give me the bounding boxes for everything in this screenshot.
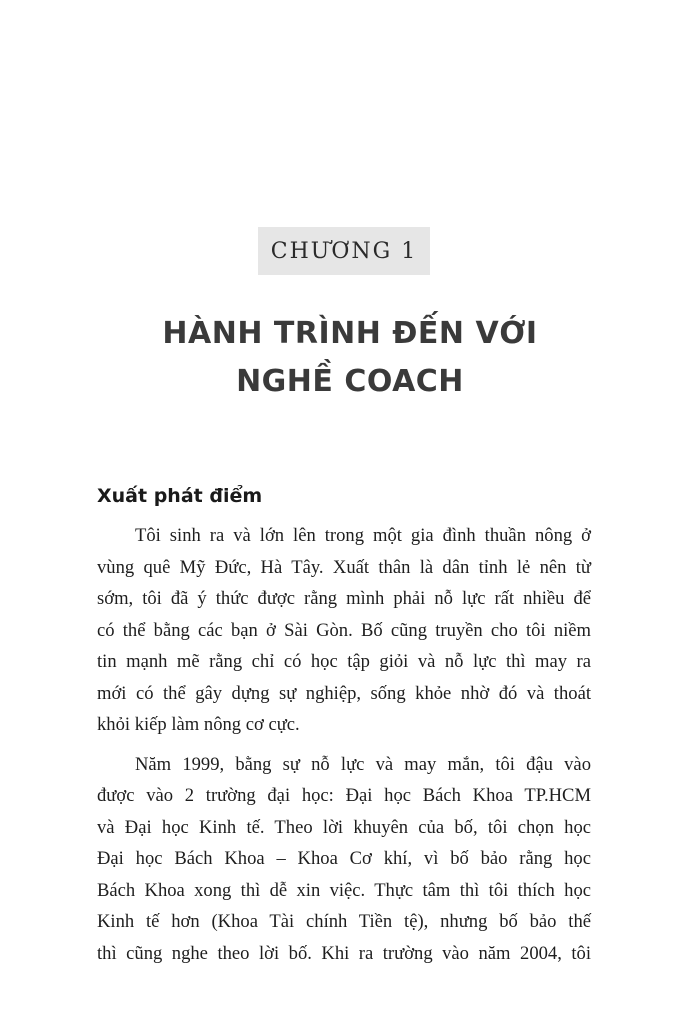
text-line: Kinh tế hơn (Khoa Tài chính Tiền tệ), nhưng bố bảo thế	[97, 911, 591, 932]
text-line: và Đại học Kinh tế. Theo lời khuyên của bố, tôi chọn học	[97, 816, 591, 838]
text-line: tin mạnh mẽ rằng chỉ có học tập giỏi và nỗ lực thì may ra	[97, 651, 591, 672]
text-line: thì cũng nghe theo lời bố. Khi ra trường vào năm 2004, tôi	[97, 942, 591, 964]
text-line: vùng quê Mỹ Đức, Hà Tây. Xuất thân là dân tỉnh lẻ nên từ	[97, 556, 591, 578]
text-line: Bách Khoa xong thì dễ xin việc. Thực tâm thì tôi thích học	[97, 879, 591, 901]
chapter-title	[150, 310, 550, 406]
chapter-label: CHƯƠNG 1	[270, 238, 418, 264]
body-text	[97, 520, 591, 977]
text-line: có thể bằng các bạn ở Sài Gòn. Bố cũng truyền cho tôi niềm	[97, 619, 591, 641]
text-line: sớm, tôi đã ý thức được rằng mình phải nỗ lực rất nhiều để	[97, 588, 591, 609]
chapter-label-box	[258, 227, 430, 275]
paragraph-2	[97, 749, 591, 970]
text-line: được vào 2 trường đại học: Đại học Bách Khoa TP.HCM	[97, 785, 591, 806]
text-line: Đại học Bách Khoa – Khoa Cơ khí, vì bố bảo rằng học	[97, 848, 591, 869]
text-line: Năm 1999, bằng sự nỗ lực và may mắn, tôi đậu vào	[135, 753, 591, 775]
section-heading: Xuất phát điểm	[97, 485, 263, 507]
paragraph-1	[97, 520, 591, 741]
chapter-title-line: HÀNH TRÌNH ĐẾN VỚI	[162, 316, 538, 351]
text-line: khỏi kiếp làm nông cơ cực.	[97, 714, 300, 735]
text-line: Tôi sinh ra và lớn lên trong một gia đình thuần nông ở	[135, 525, 591, 546]
chapter-title-line: NGHỀ COACH	[236, 364, 464, 399]
text-line: mới có thể gây dựng sự nghiệp, sống khỏe nhờ đó và thoát	[97, 682, 591, 704]
